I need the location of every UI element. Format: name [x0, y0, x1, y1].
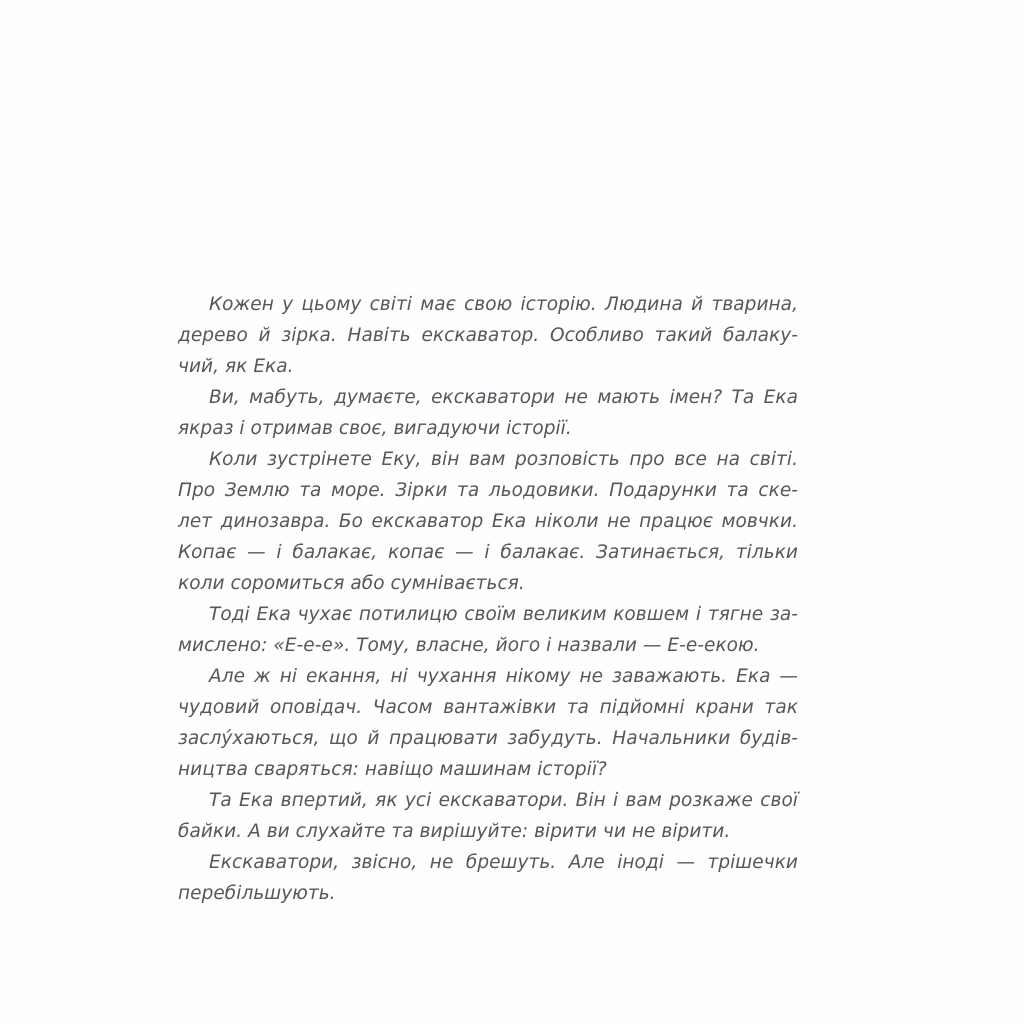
text-line: Тоді Ека чухає потилицю своїм великим ковшем і тягне за- — [209, 604, 798, 625]
text-line: байки. А ви слухайте та вирішуйте: вірити чи не вірити. — [178, 821, 731, 842]
text-line: коли соромиться або сумнівається. — [178, 573, 525, 594]
text-line: Але ж ні екання, ні чухання нікому не заважають. Ека — — [209, 666, 798, 687]
text-line: Ви, мабуть, думаєте, екскаватори не мають імен? Та Ека — [209, 387, 798, 408]
text-line: заслу́хаються, що й працювати забудуть. Начальники будів- — [178, 728, 798, 749]
text-line: чий, як Ека. — [178, 356, 294, 377]
text-line: лет динозавра. Бо екскаватор Ека ніколи не працює мовчки. — [178, 511, 798, 532]
text-line: Копає — і балакає, копає — і балакає. Затинається, тільки — [178, 542, 798, 563]
story-text — [178, 289, 798, 909]
text-line: перебільшують. — [178, 883, 336, 904]
text-line: Кожен у цьому світі має свою історію. Людина й тварина, — [209, 294, 798, 315]
text-line: Та Ека впертий, як усі екскаватори. Він і вам розкаже свої — [209, 790, 798, 811]
text-line: Екскаватори, звісно, не брешуть. Але іноді — трішечки — [209, 852, 798, 873]
text-line: Коли зустрінете Еку, він вам розповість про все на світі. — [209, 449, 798, 470]
text-line: чудовий оповідач. Часом вантажівки та підйомні крани так — [178, 697, 798, 718]
text-line: Про Землю та море. Зірки та льодовики. Подарунки та ске- — [178, 480, 798, 501]
text-line: дерево й зірка. Навіть екскаватор. Особливо такий балаку- — [178, 325, 798, 346]
text-line: мислено: «Е-е-е». Тому, власне, його і назвали — Е-е-екою. — [178, 635, 760, 656]
text-line: ництва сваряться: навіщо машинам історії? — [178, 759, 607, 780]
text-line: якраз і отримав своє, вигадуючи історії. — [178, 418, 572, 439]
